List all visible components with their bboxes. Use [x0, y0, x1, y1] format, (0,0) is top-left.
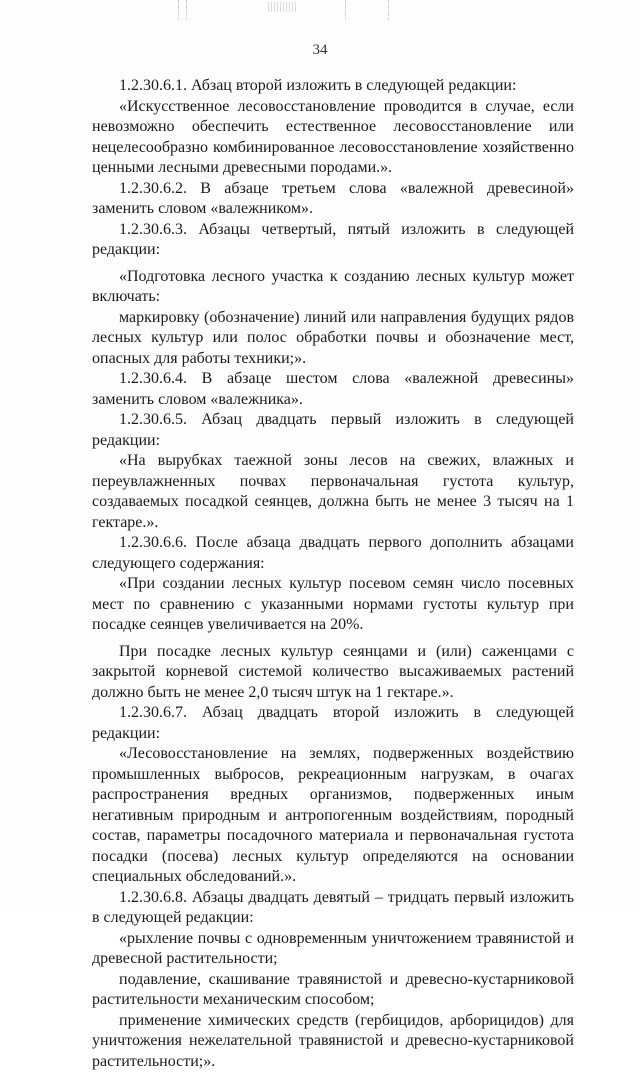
page-number: 34 — [0, 40, 640, 61]
paragraph: 1.2.30.6.6. После абзаца двадцать первого дополнить абзацами следующего содержания: — [92, 533, 574, 574]
paragraph: подавление, скашивание травянистой и древесно-кустарниковой растительности механическим способом; — [92, 970, 574, 1011]
paragraph: «Лесовосстановление на землях, подверженных воздействию промышленных выбросов, рекреационным нагрузкам, в очагах распространения вредных организмов, подверженных иным негативным природным и антропогенным воздействиям, породный состав, параметры посадочного материала и первоначальная густота посадки (посева) лесных культур определяются на основании специальных обследований.». — [92, 744, 574, 888]
paragraph: 1.2.30.6.5. Абзац двадцать первый изложить в следующей редакции: — [92, 410, 574, 451]
paragraph: «рыхление почвы с одновременным уничтожением травянистой и древесной растительности; — [92, 929, 574, 970]
paragraph: 1.2.30.6.7. Абзац двадцать второй изложить в следующей редакции: — [92, 703, 574, 744]
scan-artifact — [186, 0, 187, 20]
paragraph: 1.2.30.6.3. Абзацы четвертый, пятый изложить в следующей редакции: — [92, 220, 574, 261]
scan-artifact — [268, 2, 298, 12]
paragraph: 1.2.30.6.4. В абзаце шестом слова «валежной древесины» заменить словом «валежника». — [92, 369, 574, 410]
paragraph: «Искусственное лесовосстановление проводится в случае, если невозможно обеспечить естественное лесовосстановление или нецелесообразно комбинированное лесовосстановление хозяйственно ценными лесными древесными породами.». — [92, 97, 574, 179]
paragraph: «Подготовка лесного участка к созданию лесных культур может включать: — [92, 267, 574, 308]
paragraph: «При создании лесных культур посевом семян число посевных мест по сравнению с указанными нормами густоты культур при посадке сеянцев увеличивается на 20%. — [92, 574, 574, 636]
scan-artifact — [178, 0, 179, 20]
document-body — [92, 76, 574, 1072]
scan-artifact — [345, 0, 346, 20]
paragraph: «На вырубках таежной зоны лесов на свежих, влажных и переувлажненных почвах первоначальная густота культур, создаваемых посадкой сеянцев, должна быть не менее 3 тысяч на 1 гектаре.». — [92, 451, 574, 533]
paragraph: применение химических средств (гербицидов, арборицидов) для уничтожения нежелательной травянистой и древесно-кустарниковой растительности;». — [92, 1011, 574, 1072]
paragraph: 1.2.30.6.8. Абзацы двадцать девятый – тридцать первый изложить в следующей редакции: — [92, 888, 574, 929]
paragraph: 1.2.30.6.1. Абзац второй изложить в следующей редакции: — [92, 76, 574, 97]
paragraph: маркировку (обозначение) линий или направления будущих рядов лесных культур или полос обработки почвы и обозначение мест, опасных для работы техники;». — [92, 308, 574, 370]
paragraph: 1.2.30.6.2. В абзаце третьем слова «валежной древесиной» заменить словом «валежником». — [92, 179, 574, 220]
scan-artifact — [388, 0, 389, 20]
paragraph: При посадке лесных культур сеянцами и (или) саженцами с закрытой корневой системой количество высаживаемых растений должно быть не менее 2,0 тысяч штук на 1 гектаре.». — [92, 642, 574, 704]
